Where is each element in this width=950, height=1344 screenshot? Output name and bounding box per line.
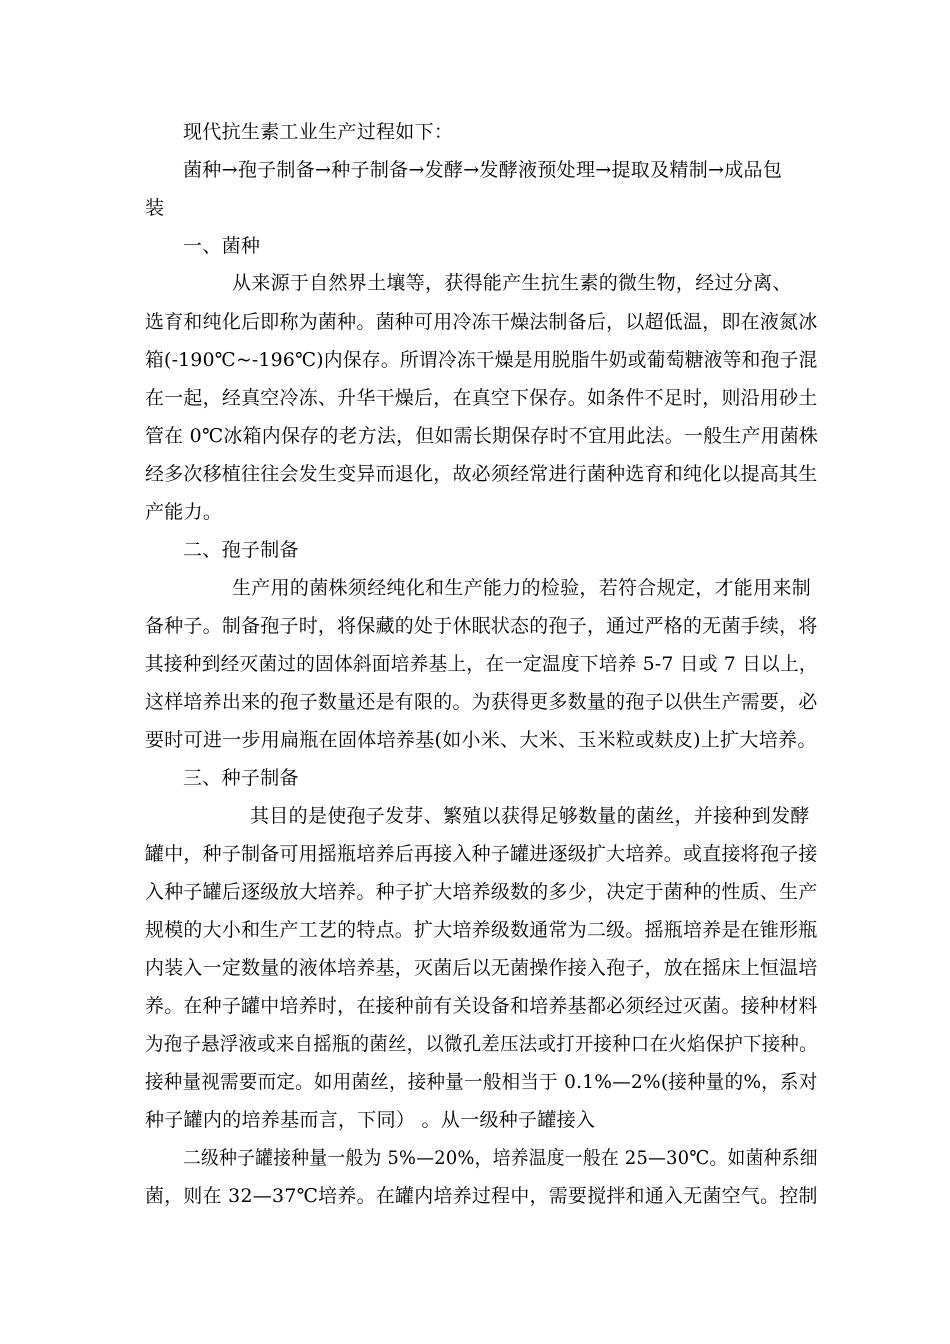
paragraph-line: 这样培养出来的孢子数量还是有限的。为获得更多数量的孢子以供生产需要，必 xyxy=(145,691,818,713)
process-flow-line-cont: 装 xyxy=(145,197,165,219)
paragraph-line: 管在 0℃冰箱内保存的老方法，但如需长期保存时不宜用此法。一般生产用菌株 xyxy=(145,425,819,447)
paragraph-line: 其接种到经灭菌过的固体斜面培养基上，在一定温度下培养 5-7 日或 7 日以上， xyxy=(145,653,818,675)
paragraph-line: 从来源于自然界土壤等，获得能产生抗生素的微生物，经过分离、 xyxy=(232,272,792,294)
process-flow-line: 菌种→孢子制备→种子制备→发酵→发酵液预处理→提取及精制→成品包 xyxy=(183,159,783,181)
paragraph-line: 罐中，种子制备可用摇瓶培养后再接入种子罐进逐级扩大培养。或直接将孢子接 xyxy=(145,843,818,865)
section-heading-strain: 一、菌种 xyxy=(183,235,261,257)
paragraph-line: 规模的大小和生产工艺的特点。扩大培养级数通常为二级。摇瓶培养是在锥形瓶 xyxy=(145,919,818,941)
paragraph-line: 为孢子悬浮液或来自摇瓶的菌丝，以微孔差压法或打开接种口在火焰保护下接种。 xyxy=(145,1033,818,1055)
paragraph-line: 养。在种子罐中培养时，在接种前有关设备和培养基都必须经过灭菌。接种材料 xyxy=(145,995,818,1017)
paragraph-line: 种子罐内的培养基而言，下同） 。从一级种子罐接入 xyxy=(145,1109,596,1131)
section-heading-seed: 三、种子制备 xyxy=(183,767,299,789)
section-heading-spore: 二、孢子制备 xyxy=(183,539,299,561)
paragraph-line: 其目的是使孢子发芽、繁殖以获得足够数量的菌丝，并接种到发酵 xyxy=(250,805,810,827)
paragraph-line: 箱(-190℃~-196℃)内保存。所谓冷冻干燥是用脱脂牛奶或葡萄糖液等和孢子混 xyxy=(145,349,818,371)
intro-line: 现代抗生素工业生产过程如下： xyxy=(183,121,454,143)
paragraph-line: 内装入一定数量的液体培养基，灭菌后以无菌操作接入孢子，放在摇床上恒温培 xyxy=(145,957,818,979)
paragraph-line: 入种子罐后逐级放大培养。种子扩大培养级数的多少，决定于菌种的性质、生产 xyxy=(145,881,818,903)
paragraph-line: 经多次移植往往会发生变异而退化，故必须经常进行菌种选育和纯化以提高其生 xyxy=(145,463,818,485)
paragraph-line: 备种子。制备孢子时，将保藏的处于休眠状态的孢子，通过严格的无菌手续，将 xyxy=(145,615,818,637)
paragraph-line: 要时可进一步用扁瓶在固体培养基(如小米、大米、玉米粒或麸皮)上扩大培养。 xyxy=(145,729,817,751)
paragraph-line: 生产用的菌株须经纯化和生产能力的检验，若符合规定，才能用来制 xyxy=(232,577,812,599)
paragraph-line: 二级种子罐接种量一般为 5%—20%，培养温度一般在 25—30℃。如菌种系细 xyxy=(183,1147,818,1169)
paragraph-line: 接种量视需要而定。如用菌丝，接种量一般相当于 0.1%—2%(接种量的%，系对 xyxy=(145,1071,818,1093)
paragraph-line: 在一起，经真空冷冻、升华干燥后，在真空下保存。如条件不足时，则沿用砂土 xyxy=(145,387,818,409)
paragraph-line: 菌，则在 32—37℃培养。在罐内培养过程中，需要搅拌和通入无菌空气。控制 xyxy=(145,1185,818,1207)
paragraph-line: 产能力。 xyxy=(145,501,223,523)
paragraph-line: 选育和纯化后即称为菌种。菌种可用冷冻干燥法制备后，以超低温，即在液氮冰 xyxy=(145,311,818,333)
